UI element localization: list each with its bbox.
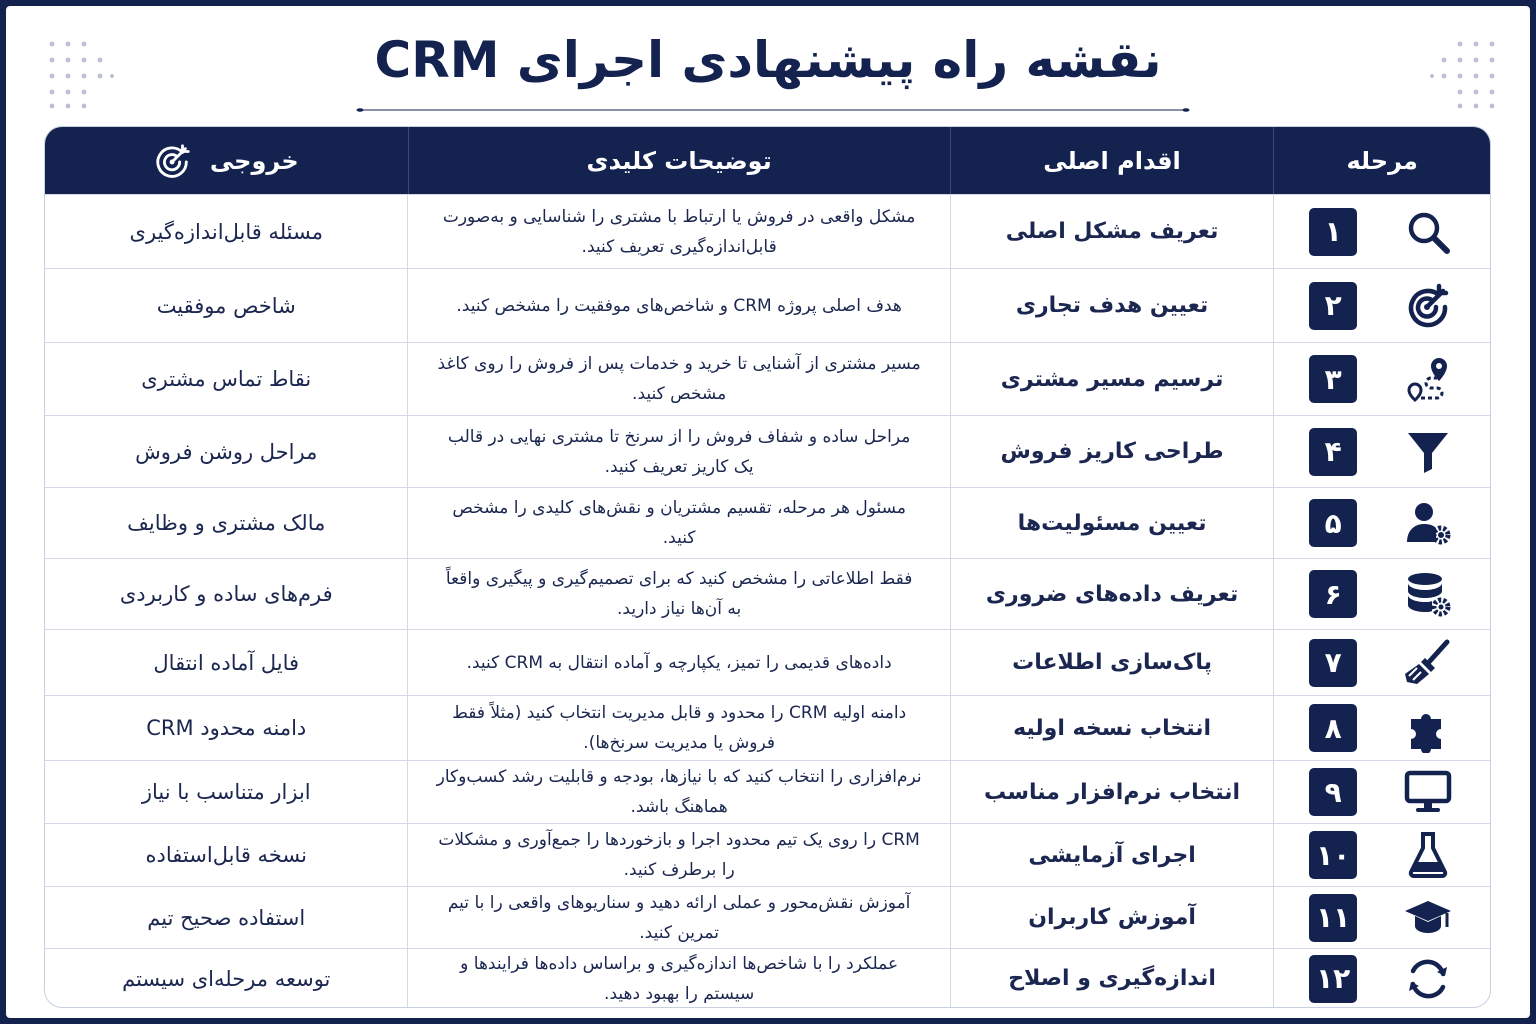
stage-number: ۸ [1309,704,1357,752]
table-row [45,487,1490,558]
description-cell: CRM را روی یک تیم محدود اجرا و بازخوردها را جمع‌آوری و مشکلات را برطرف کنید. [407,824,949,886]
stage-number: ۱۱ [1309,894,1357,942]
stage-number: ۹ [1309,768,1357,816]
graduation-cap-icon [1401,891,1455,945]
output-cell: فرم‌های ساده و کاربردی [119,582,333,606]
stage-number: ۱۲ [1309,955,1357,1003]
action-cell: تعیین هدف تجاری [950,269,1274,342]
header-output-label: خروجی [209,146,299,175]
stage-number: ۱۰ [1309,831,1357,879]
header-stage: مرحله [1273,127,1490,194]
stage-number: ۳ [1309,355,1357,403]
stage-cell [1273,630,1490,695]
action-cell: طراحی کاریز فروش [950,416,1274,487]
table-row [45,760,1490,823]
action-cell: ترسیم مسیر مشتری [950,343,1274,415]
description-cell: مسئول هر مرحله، تقسیم مشتریان و نقش‌های کلیدی را مشخص کنید. [407,488,949,558]
table-row [45,342,1490,415]
output-cell: مالک مشتری و وظایف [127,511,326,535]
description-cell: مراحل ساده و شفاف فروش را از سرنخ تا مشتری نهایی در قالب یک کاریز تعریف کنید. [407,416,949,487]
stage-cell [1273,949,1490,1008]
table-row [45,948,1490,1008]
stage-number: ۷ [1309,639,1357,687]
action-cell: پاک‌سازی اطلاعات [950,630,1274,695]
stage-cell [1273,343,1490,415]
database-icon [1401,567,1455,621]
output-cell: مراحل روشن فروش [135,439,318,464]
action-cell: تعریف داده‌های ضروری [950,559,1274,629]
output-cell: فایل آماده انتقال [153,650,300,675]
description-cell: فقط اطلاعاتی را مشخص کنید که برای تصمیم‌گیری و پیگیری واقعاً به آن‌ها نیاز دارید. [407,559,949,629]
puzzle-icon [1401,701,1455,755]
stage-cell [1273,824,1490,886]
description-cell: آموزش نقش‌محور و عملی ارائه دهید و سناریوهای واقعی را با تیم تمرین کنید. [407,887,949,948]
stage-cell [1273,696,1490,760]
output-cell: نقاط تماس مشتری [141,367,312,391]
roadmap-table [44,126,1491,1008]
funnel-icon [1401,425,1455,479]
output-cell: دامنه محدود CRM [146,716,307,740]
title-underline [356,108,1190,112]
table-row [45,268,1490,342]
stage-cell [1273,761,1490,823]
action-cell: تعریف مشکل اصلی [950,195,1274,268]
header-description: توضیحات کلیدی [408,127,950,194]
page [6,6,1530,1018]
table-body [45,194,1490,1008]
output-cell: ابزار متناسب با نیاز [141,780,311,804]
description-cell: نرم‌افزاری را انتخاب کنید که با نیازها، بودجه و قابلیت رشد کسب‌وکار هماهنگ باشد. [407,761,949,823]
output-cell: مسئله قابل‌اندازه‌گیری [129,219,323,244]
stage-cell [1273,195,1490,268]
table-row [45,886,1490,948]
target-icon [1401,279,1455,333]
action-cell: اندازه‌گیری و اصلاح [950,949,1274,1008]
table-row [45,194,1490,268]
description-cell: هدف اصلی پروژه CRM و شاخص‌های موفقیت را مشخص کنید. [407,269,949,342]
table-header [45,127,1490,194]
action-cell: انتخاب نسخه اولیه [950,696,1274,760]
description-cell: عملکرد را با شاخص‌ها اندازه‌گیری و براساس داده‌ها فرایندها و سیستم را بهبود دهید. [407,949,949,1008]
stage-cell [1273,416,1490,487]
action-cell: آموزش کاربران [950,887,1274,948]
flask-icon [1401,828,1455,882]
stage-number: ۴ [1309,428,1357,476]
stage-cell [1273,559,1490,629]
table-row [45,415,1490,487]
stage-number: ۱ [1309,208,1357,256]
description-cell: مسیر مشتری از آشنایی تا خرید و خدمات پس از فروش را روی کاغذ مشخص کنید. [407,343,949,415]
search-icon [1401,205,1455,259]
monitor-icon [1401,765,1455,819]
route-icon [1401,352,1455,406]
description-cell: دامنه اولیه CRM را محدود و قابل مدیریت انتخاب کنید (مثلاً فقط فروش یا مدیریت سرنخ‌ها). [407,696,949,760]
action-cell: اجرای آزمایشی [950,824,1274,886]
stage-cell [1273,887,1490,948]
description-cell: داده‌های قدیمی را تمیز، یکپارچه و آماده انتقال به CRM کنید. [407,630,949,695]
output-cell: توسعه مرحله‌ای سیستم [122,966,331,991]
stage-cell [1273,269,1490,342]
page-title: نقشه راه پیشنهادی اجرای CRM [374,31,1162,89]
stage-number: ۲ [1309,282,1357,330]
action-cell: تعیین مسئولیت‌ها [950,488,1274,558]
header-action: اقدام اصلی [950,127,1274,194]
table-row [45,629,1490,695]
output-cell: نسخه قابل‌استفاده [145,843,307,867]
header-output [45,127,408,194]
user-gear-icon [1401,496,1455,550]
action-cell: انتخاب نرم‌افزار مناسب [950,761,1274,823]
table-row [45,558,1490,629]
description-cell: مشکل واقعی در فروش یا ارتباط با مشتری را شناسایی و به‌صورت قابل‌اندازه‌گیری تعریف کنید. [407,195,949,268]
stage-number: ۵ [1309,499,1357,547]
table-row [45,823,1490,886]
stage-number: ۶ [1309,570,1357,618]
table-row [45,695,1490,760]
output-cell: شاخص موفقیت [156,293,296,318]
target-icon [154,142,192,180]
stage-cell [1273,488,1490,558]
broom-icon [1401,636,1455,690]
output-cell: استفاده صحیح تیم [147,905,306,930]
refresh-icon [1401,952,1455,1006]
